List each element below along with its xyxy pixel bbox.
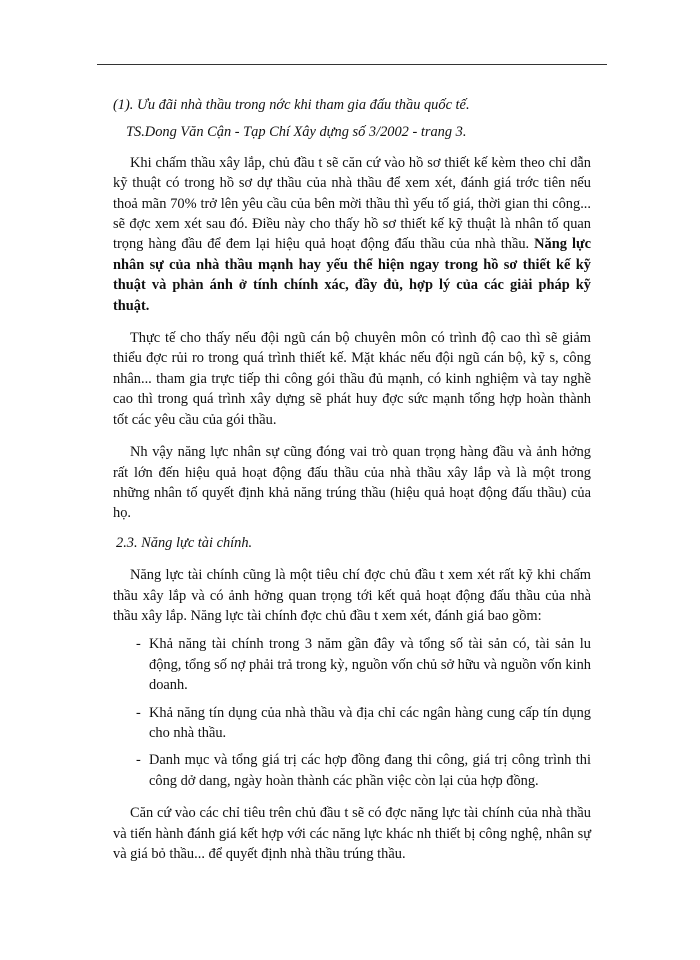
list-item-text: Danh mục và tổng giá trị các hợp đồng đang thi công, giá trị công trình thi công dở dang, ngày hoàn thành các phần việc còn lại của hợp đồng.	[149, 752, 591, 789]
paragraph-design-dossier	[113, 153, 591, 316]
list-item	[136, 750, 591, 791]
footnote: (1). Ưu đãi nhà thầu trong nớc khi tham gia đấu thầu quốc tế.	[113, 97, 470, 113]
paragraph-bold-text: Năng lực nhân sự của nhà thầu mạnh hay yếu thể hiện ngay trong hồ sơ thiết kế kỹ thuật và phản ánh ở tính chính xác, đầy đủ, hợp lý của các giải pháp kỹ thuật.	[113, 236, 591, 314]
paragraph-finance-intro: Năng lực tài chính cũng là một tiêu chí đợc chủ đầu t xem xét rất kỹ khi chấm thầu xây lắp và có ảnh hởng quan trọng tới kết quả hoạt động đấu thầu của nhà thầu xây lắp. Năng lực tài chính đợc chủ đầu t xem xét, đánh giá bao gồm:	[113, 567, 591, 624]
paragraph-conclusion: Căn cứ vào các chỉ tiêu trên chủ đầu t sẽ có đợc năng lực tài chính của nhà thầu và tiến hành đánh giá kết hợp với các năng lực khác nh thiết bị công nghệ, nhân sự và giá bỏ thầu... để quyết định nhà thầu trúng thầu.	[113, 805, 591, 862]
top-rule	[97, 64, 607, 65]
list-item	[136, 703, 591, 744]
list-item-text: Khả năng tín dụng của nhà thầu và địa chỉ các ngân hàng cung cấp tín dụng cho nhà thầu.	[149, 704, 591, 741]
source-citation: TS.Dong Văn Cận - Tạp Chí Xây dựng số 3/2002 - trang 3.	[126, 124, 467, 141]
list-item	[136, 634, 591, 695]
list-item-text: Khả năng tài chính trong 3 năm gần đây và tổng số tài sản có, tài sản lu động, tổng số nợ phải trả trong kỳ, nguồn vốn chủ sở hữu và nguồn vốn kinh doanh.	[149, 636, 591, 694]
bullet-dash: -	[136, 704, 141, 721]
finance-criteria-list	[113, 634, 591, 791]
bullet-dash: -	[136, 636, 141, 653]
document-page	[113, 95, 591, 864]
paragraph-text: Khi chấm thầu xây lắp, chủ đầu t sẽ căn cứ vào hồ sơ thiết kế kèm theo chỉ dẫn kỹ thuật có trong hồ sơ dự thầu của nhà thầu để xem xét, đánh giá trớc tiên nếu thoả mãn 70% trở lên yêu cầu của bên mời thầu thì yếu tố giá, thời gian thi công... sẽ đợc xem xét sau đó. Điều này cho thấy hồ sơ thiết kế kỹ thuật là nhân tố quan trọng hàng đầu để đem lại hiệu quả hoạt động đấu thầu của nhà thầu.	[113, 154, 591, 253]
paragraph-staff-quality: Thực tế cho thấy nếu đội ngũ cán bộ chuyên môn có trình độ cao thì sẽ giảm thiểu đợc rủi ro trong quá trình thiết kế. Mặt khác nếu đội ngũ cán bộ, kỹ s, công nhân... tham gia trực tiếp thi công gói thầu đủ mạnh, có kinh nghiệm và tay nghề cao thì trong quá trình xây dựng sẽ phát huy đợc sức mạnh tổng hợp hoàn thành tốt các yêu cầu của gói thầu.	[113, 330, 591, 428]
bullet-dash: -	[136, 752, 141, 769]
section-heading: 2.3. Năng lực tài chính.	[116, 534, 253, 551]
paragraph-staff-importance: Nh vậy năng lực nhân sự cũng đóng vai trò quan trọng hàng đầu và ảnh hởng rất lớn đến hiệu quả hoạt động đấu thầu của nhà thầu xây lắp và là một trong những nhân tố quyết định khả năng trúng thầu (hiệu quả hoạt động đấu thầu) của họ.	[113, 444, 591, 522]
